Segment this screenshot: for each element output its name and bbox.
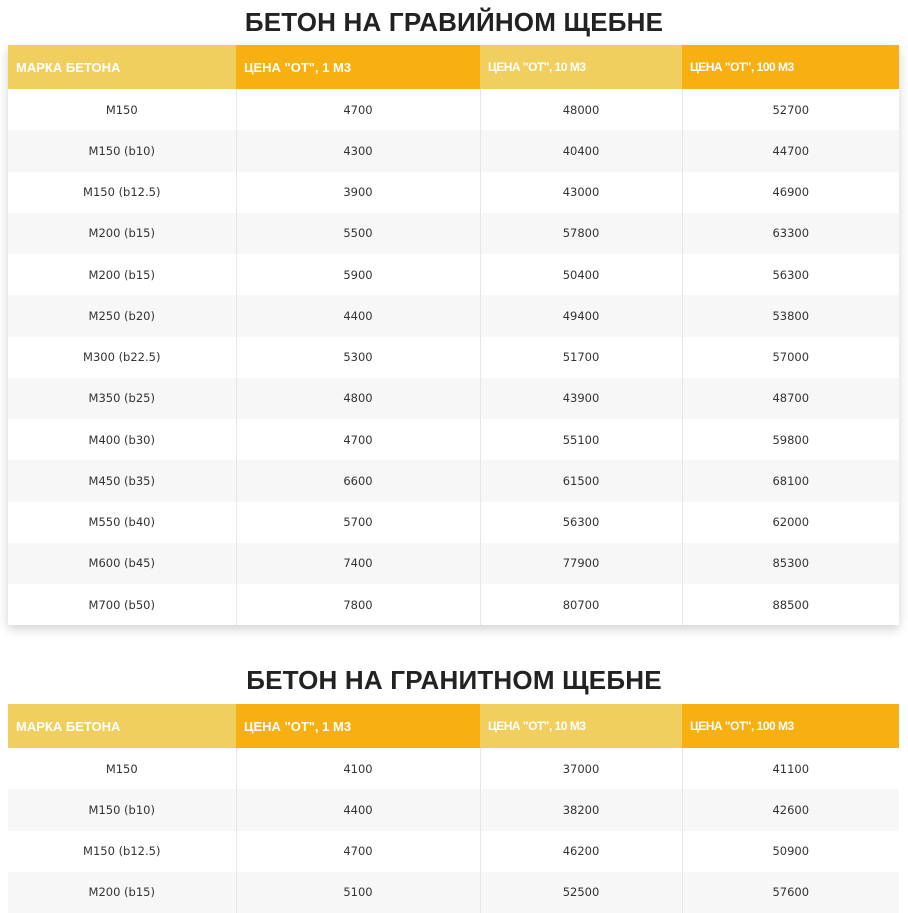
cell-price-10m3: 50400	[480, 254, 682, 295]
table-row	[8, 543, 899, 584]
cell-grade: М550 (b40)	[8, 502, 236, 543]
cell-price-10m3: 77900	[480, 543, 682, 584]
cell-grade: М450 (b35)	[8, 460, 236, 501]
cell-price-100m3: 44700	[682, 130, 899, 171]
cell-grade: М150 (b10)	[8, 130, 236, 171]
cell-price-10m3: 55100	[480, 419, 682, 460]
cell-price-10m3: 43900	[480, 378, 682, 419]
cell-grade: М250 (b20)	[8, 295, 236, 336]
cell-grade: М200 (b15)	[8, 872, 236, 913]
price-table-gravel	[8, 45, 899, 625]
cell-price-100m3: 68100	[682, 460, 899, 501]
table-header-row	[8, 704, 899, 748]
table-header-row	[8, 45, 899, 89]
cell-price-100m3: 52700	[682, 89, 899, 130]
table-row	[8, 831, 899, 872]
cell-price-10m3: 48000	[480, 89, 682, 130]
table-row	[8, 460, 899, 501]
cell-price-100m3: 42600	[682, 789, 899, 830]
cell-price-1m3: 4400	[236, 789, 480, 830]
table-row	[8, 419, 899, 460]
column-header-price-10m3: ЦЕНА "ОТ", 10 М3	[480, 704, 682, 748]
table-row	[8, 295, 899, 336]
cell-price-1m3: 4700	[236, 831, 480, 872]
cell-price-100m3: 88500	[682, 584, 899, 625]
table-row	[8, 130, 899, 171]
cell-grade: М150 (b10)	[8, 789, 236, 830]
cell-price-10m3: 49400	[480, 295, 682, 336]
cell-price-100m3: 59800	[682, 419, 899, 460]
cell-grade: М200 (b15)	[8, 254, 236, 295]
column-header-price-100m3: ЦЕНА "ОТ", 100 М3	[682, 704, 899, 748]
cell-price-10m3: 57800	[480, 213, 682, 254]
cell-price-1m3: 5500	[236, 213, 480, 254]
column-header-grade: МАРКА БЕТОНА	[8, 45, 236, 89]
cell-price-1m3: 5700	[236, 502, 480, 543]
cell-price-10m3: 52500	[480, 872, 682, 913]
cell-price-100m3: 62000	[682, 502, 899, 543]
table-row	[8, 872, 899, 913]
cell-price-1m3: 6600	[236, 460, 480, 501]
cell-grade: М400 (b30)	[8, 419, 236, 460]
cell-price-10m3: 61500	[480, 460, 682, 501]
cell-price-1m3: 7400	[236, 543, 480, 584]
cell-price-100m3: 46900	[682, 172, 899, 213]
cell-grade: М600 (b45)	[8, 543, 236, 584]
table-row	[8, 748, 899, 789]
table-row	[8, 789, 899, 830]
table-row	[8, 172, 899, 213]
cell-grade: М150	[8, 89, 236, 130]
cell-price-1m3: 5900	[236, 254, 480, 295]
cell-price-1m3: 4400	[236, 295, 480, 336]
cell-price-100m3: 56300	[682, 254, 899, 295]
cell-price-1m3: 3900	[236, 172, 480, 213]
table-row	[8, 502, 899, 543]
column-header-price-1m3: ЦЕНА "ОТ", 1 М3	[236, 45, 480, 89]
table-row	[8, 213, 899, 254]
cell-grade: М700 (b50)	[8, 584, 236, 625]
cell-price-1m3: 7800	[236, 584, 480, 625]
table-row	[8, 584, 899, 625]
cell-grade: М350 (b25)	[8, 378, 236, 419]
cell-price-10m3: 40400	[480, 130, 682, 171]
cell-price-1m3: 5300	[236, 337, 480, 378]
column-header-price-100m3: ЦЕНА "ОТ", 100 М3	[682, 45, 899, 89]
column-header-grade: МАРКА БЕТОНА	[8, 704, 236, 748]
cell-price-100m3: 41100	[682, 748, 899, 789]
cell-price-10m3: 38200	[480, 789, 682, 830]
price-table-granite	[8, 704, 899, 913]
price-table	[8, 704, 899, 913]
table-row	[8, 254, 899, 295]
cell-price-10m3: 46200	[480, 831, 682, 872]
price-table	[8, 45, 899, 625]
cell-price-10m3: 51700	[480, 337, 682, 378]
cell-grade: М150	[8, 748, 236, 789]
cell-price-1m3: 4700	[236, 89, 480, 130]
cell-price-10m3: 37000	[480, 748, 682, 789]
cell-price-1m3: 4800	[236, 378, 480, 419]
table-row	[8, 337, 899, 378]
cell-price-100m3: 53800	[682, 295, 899, 336]
table-body	[8, 89, 899, 625]
cell-grade: М150 (b12.5)	[8, 831, 236, 872]
table-row	[8, 378, 899, 419]
cell-grade: М150 (b12.5)	[8, 172, 236, 213]
cell-price-1m3: 5100	[236, 872, 480, 913]
cell-price-1m3: 4700	[236, 419, 480, 460]
cell-price-100m3: 57600	[682, 872, 899, 913]
cell-price-10m3: 43000	[480, 172, 682, 213]
cell-price-1m3: 4300	[236, 130, 480, 171]
cell-price-100m3: 63300	[682, 213, 899, 254]
section-title-gravel: БЕТОН НА ГРАВИЙНОМ ЩЕБНЕ	[244, 7, 664, 37]
cell-price-10m3: 80700	[480, 584, 682, 625]
cell-grade: М300 (b22.5)	[8, 337, 236, 378]
cell-grade: М200 (b15)	[8, 213, 236, 254]
cell-price-100m3: 85300	[682, 543, 899, 584]
cell-price-1m3: 4100	[236, 748, 480, 789]
section-title-granite: БЕТОН НА ГРАНИТНОМ ЩЕБНЕ	[246, 665, 662, 695]
table-row	[8, 89, 899, 130]
cell-price-100m3: 50900	[682, 831, 899, 872]
cell-price-10m3: 56300	[480, 502, 682, 543]
column-header-price-10m3: ЦЕНА "ОТ", 10 М3	[480, 45, 682, 89]
column-header-price-1m3: ЦЕНА "ОТ", 1 М3	[236, 704, 480, 748]
table-body	[8, 748, 899, 913]
cell-price-100m3: 57000	[682, 337, 899, 378]
cell-price-100m3: 48700	[682, 378, 899, 419]
